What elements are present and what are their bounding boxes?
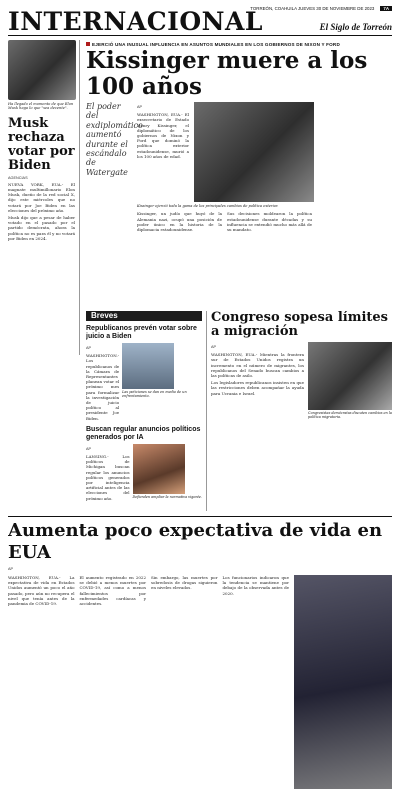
brief2-byline: AP	[86, 446, 92, 451]
politician-photo	[133, 444, 185, 494]
brief1-body	[86, 343, 119, 423]
musk-caption: Ha llegado el momento de que Elon Musk haga lo que "sea decente".	[8, 102, 74, 111]
breves-bar: Breves	[86, 311, 202, 321]
kissinger-col-2: Kissinger, un judío que huyó de la Alemania nazi, ocupó una posición de poder único en la historia de la diplomacia estadounidense.	[137, 211, 222, 233]
brief1-row	[86, 343, 202, 423]
brief1-byline: AP	[86, 346, 92, 350]
kicker-square-icon	[86, 42, 90, 46]
page-number: 7A	[380, 6, 392, 11]
kissinger-col-1	[137, 102, 189, 202]
congreso-article	[206, 311, 392, 511]
brief2-text: LANSING.- Los políticos de Michigan buscan regular los anuncios políticos generados por inteligencia artificial antes de las elecciones del próximo año.	[86, 454, 130, 501]
brief1-caption: Las peticiones se dan en medio de un enfrentamiento.	[122, 390, 187, 399]
brief1-text: WASHINGTON.- Los republicanos de la Cámara de Representantes planean votar el próximo mes para formalizar la investigación de juicio político al presidente Joe Biden.	[86, 353, 120, 421]
musk-article	[8, 40, 80, 355]
kicker-text: EJERCIÓ UNA INUSUAL INFLUENCIA EN ASUNTOS MUNDIALES EN LOS GOBIERNOS DE NIXON Y FORD	[92, 42, 340, 47]
brief1-headline: Republicanos prevén votar sobre juicio a Biden	[86, 325, 197, 340]
brief1-figure	[122, 343, 202, 423]
musk-headline: Musk rechaza votar por Biden	[8, 115, 75, 173]
kissinger-deck: El poder del exdiplomático aumentó durante el escándalo de Watergate	[86, 102, 143, 177]
kissinger-col1-text: WASHINGTON, EUA.- El exsecretario de Estado Henry Kissinger, el diplomático de los gobiernos de Nixon y Ford que dominó la política exterior estadounidense, murió a los 100 años de edad.	[137, 112, 189, 159]
life-col-4: Los funcionarios indicaron que la tendencia se mantiene por debajo de la observada antes de 2020.	[222, 575, 289, 596]
kissinger-byline: AP	[137, 105, 143, 109]
congreso-layout	[211, 342, 392, 419]
kissinger-layout	[86, 102, 392, 232]
musk-byline: AGENCIAS	[8, 175, 28, 180]
musk-photo	[8, 40, 76, 100]
life-expectancy-headline: Aumenta poco expectativa de vida en EUA	[8, 520, 383, 563]
breves-section	[86, 322, 202, 512]
congreso-headline: Congreso sopesa límites a migración	[211, 311, 388, 339]
kissinger-figure	[137, 102, 314, 232]
brief2-caption: Defienden ampliar la normativa vigente.	[132, 494, 202, 499]
city-date: TORREÓN, COAHUILA JUEVES 30 DE NOVIEMBRE DE 2023	[250, 5, 375, 11]
congreso-body	[211, 342, 304, 419]
brief2-headline: Buscan regular anuncios políticos generados por IA	[86, 425, 201, 441]
kissinger-article	[86, 40, 392, 308]
life-expectancy-article	[8, 516, 392, 789]
brief2-figure	[133, 444, 202, 503]
congreso-caption: Congresistas demócratas discuten cambios en la política migratoria.	[308, 411, 392, 420]
kissinger-col-3: Sus decisiones moldearon la política estadounidense durante décadas y su influencia se extendió mucho más allá de su mandato.	[227, 211, 312, 233]
life-col-3: Sin embargo, las muertes por sobredosis de drogas siguieron en niveles elevados.	[151, 575, 218, 591]
kissinger-photo	[194, 102, 314, 202]
musk-paragraph: Musk dijo que a pesar de haber votado en el pasado por el partido demócrata, ahora la política no es para él y no votará por Biden en 2024.	[8, 215, 75, 241]
capitol-photo	[122, 343, 174, 389]
life-expectancy-layout	[8, 575, 392, 789]
newspaper-logo: El Siglo de Torreón	[319, 22, 392, 32]
kissinger-caption: Kissinger ejerció toda la gama de los principales cambios de política exterior.	[137, 204, 279, 208]
brief2-row	[86, 444, 202, 503]
congreso-byline: AP	[211, 345, 217, 349]
musk-paragraph: NUEVA YORK, EUA.- El magnate multimillonario Elon Musk, dueño de la red social X, dijo este miércoles que no votará por Joe Biden en las elecciones del próximo año.	[8, 181, 75, 213]
musk-body	[8, 182, 75, 241]
brief2-body	[86, 444, 130, 503]
kissinger-headline: Kissinger muere a los 100 años	[86, 47, 368, 100]
life-col-1: WASHINGTON, EUA.- La expectativa de vida en Estados Unidos aumentó un poco el año pasado, pero aún no recupera el nivel que tenía antes de la pandemia de COVID-19.	[8, 575, 75, 607]
life-col-2: El aumento registrado en 2022 se debió a menos muertes por COVID-19, así como a menos fallecimientos por enfermedades cardíacas y accidentes.	[79, 575, 146, 607]
section-title: INTERNACIONAL	[8, 7, 263, 36]
congreso-paragraph: Los legisladores republicanos insisten en que las restricciones deben acompañar la ayuda para Ucrania e Israel.	[211, 380, 304, 396]
congreso-figure	[308, 342, 392, 419]
congreso-paragraph: WASHINGTON, EUA.- Mientras la frontera sur de Estados Unidos registra un incremento en el número de migrantes, los republicanos del Senado buscan cambios a las políticas de asilo.	[211, 352, 304, 379]
congreso-photo	[308, 342, 392, 410]
life-expectancy-byline: AP	[8, 567, 14, 571]
life-expectancy-photo	[294, 575, 392, 789]
